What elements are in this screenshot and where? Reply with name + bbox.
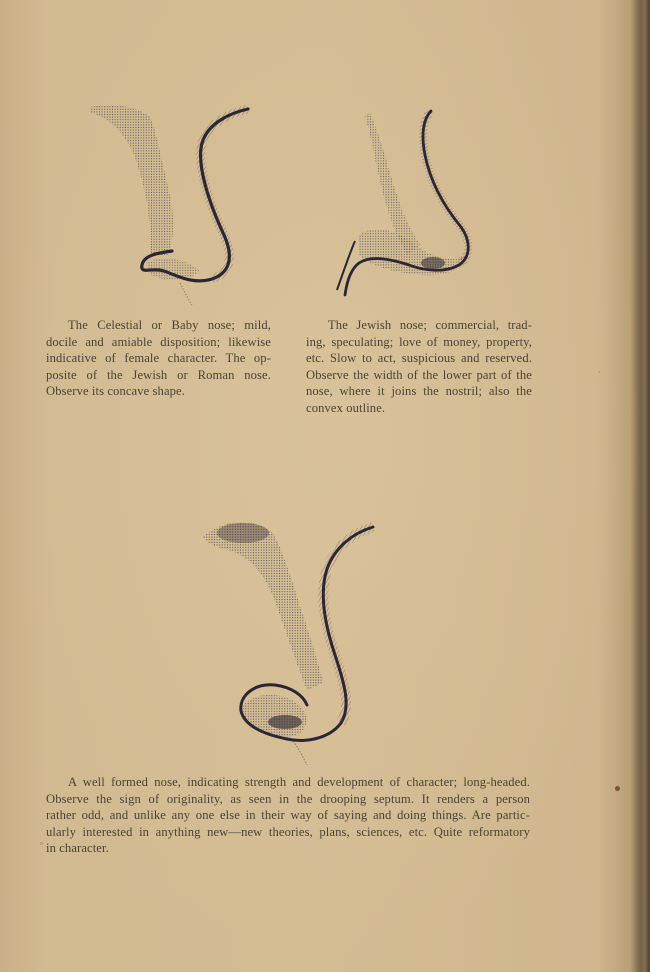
- paper-speck: [40, 842, 43, 845]
- caption-line: Observe its concave shape.: [46, 384, 185, 399]
- caption-line: etc. Slow to act, suspicious and reserved.: [306, 351, 532, 366]
- caption-line: A well formed nose, indicating strength and development of character; long-headed.: [68, 775, 530, 789]
- caption-line: rather odd, and unlike any one else in their way of saying and doing things. Are partic-: [46, 808, 530, 823]
- caption-line: The Jewish nose; commercial, trad-: [328, 318, 532, 332]
- caption-line: convex outline.: [306, 400, 386, 415]
- caption-line: Observe the sign of originality, as seen in the drooping septum. It renders a person: [46, 791, 530, 806]
- well-formed-nose-caption: [46, 774, 530, 857]
- caption-line: posite of the Jewish or Roman nose.: [46, 367, 271, 382]
- page-edge-shadow: [638, 0, 650, 972]
- caption-line: docile and amiable disposition; likewise: [46, 334, 271, 349]
- celestial-nose-caption: [46, 317, 271, 400]
- caption-line: ularly interested in anything new—new theories, plans, sciences, etc. Quite reformatory: [46, 824, 530, 839]
- paper-speck: [598, 371, 600, 373]
- paper-speck: [615, 786, 620, 791]
- caption-line: indicative of female character. The op-: [46, 351, 271, 366]
- jewish-nose-illustration: [325, 105, 495, 305]
- caption-line: The Celestial or Baby nose; mild,: [68, 318, 271, 332]
- caption-line: in character.: [46, 841, 109, 856]
- caption-line: Observe the width of the lower part of the: [306, 367, 532, 382]
- caption-line: ing, speculating; love of money, property,: [306, 334, 532, 349]
- caption-line: nose, where it joins the nostril; also the: [306, 384, 532, 399]
- jewish-nose-caption: [306, 317, 532, 417]
- well-formed-nose-illustration: [195, 515, 380, 770]
- celestial-nose-illustration: [80, 95, 260, 310]
